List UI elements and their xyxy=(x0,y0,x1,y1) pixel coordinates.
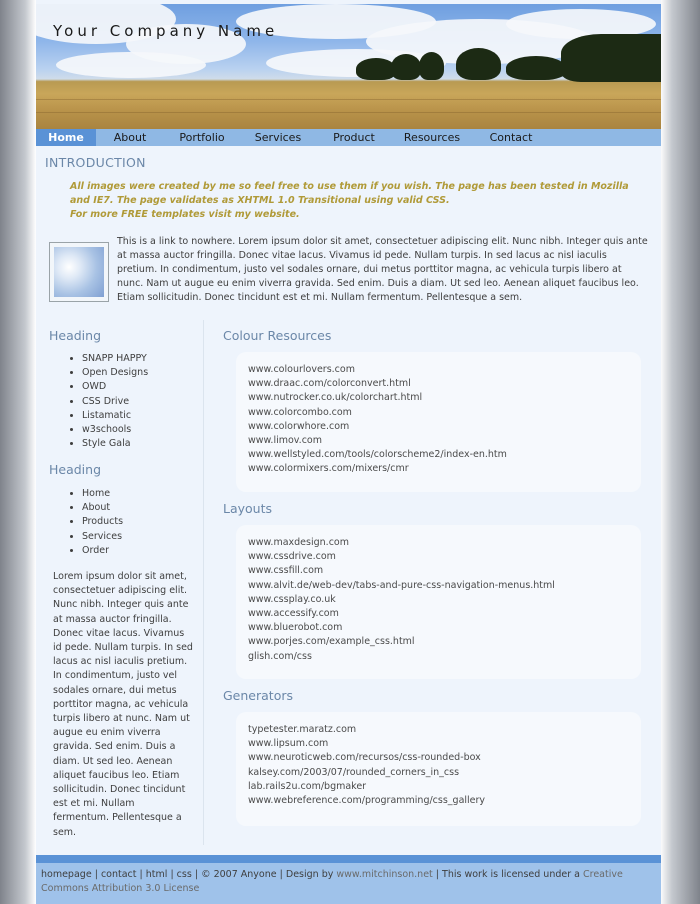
resource-link[interactable]: www.accessify.com xyxy=(248,607,339,619)
footer-license-link[interactable]: Creative Commons Attribution 3.0 License xyxy=(41,869,623,894)
tree-shape xyxy=(356,58,396,80)
resource-link[interactable]: www.webreference.com/programming/css_gallery xyxy=(248,794,486,806)
footer-link-homepage[interactable]: homepage xyxy=(41,869,92,880)
sidebar-link[interactable]: • Style Gala xyxy=(82,437,148,451)
nav-product[interactable]: Product xyxy=(333,131,375,144)
sidebar-link[interactable]: • SNAPP HAPPY xyxy=(82,352,148,366)
footer-link-css[interactable]: css xyxy=(176,869,192,880)
resource-link[interactable]: www.colorcombo.com xyxy=(248,406,352,418)
resource-link[interactable]: www.cssplay.co.uk xyxy=(248,593,336,605)
link-box-generators xyxy=(236,712,641,826)
nav-resources[interactable]: Resources xyxy=(403,131,461,144)
resource-link[interactable]: www.colourlovers.com xyxy=(248,364,355,375)
nav-portfolio[interactable]: Portfolio xyxy=(179,131,225,144)
sky-image xyxy=(54,247,104,297)
section-heading-layouts: Layouts xyxy=(223,501,273,516)
page-container xyxy=(36,0,661,904)
sidebar-link[interactable]: • w3schools xyxy=(82,423,148,437)
intro-paragraph: This is a link to nowhere. Lorem ipsum dolor sit amet, consectetuer adipiscing elit. Nunc nibh. Integer quis ante at massa auctor fringilla. Donec vitae lacus. Vivamus id pede. Nullam turpis. In sed lacus ac nisl iaculis pretium. In condimentum, justo vel sodales ornare, dui metus porttitor magna, ac vehicula turpis libero at nunc. Nam ut augue eu enim viverra gravida. Sed enim. Duis a diam. Ut sed leo. Aenean aliquet faucibus leo. Etiam sollicitudin. Donec tincidunt est et mi. Nullam fermentum. Pellentesque a sem. xyxy=(117,236,648,304)
sidebar-list-1 xyxy=(82,352,148,451)
resource-link[interactable]: www.bluerobot.com xyxy=(248,622,343,634)
link-box-layouts xyxy=(236,525,641,679)
footer xyxy=(36,863,661,904)
footer-copyright: © 2007 Anyone xyxy=(201,869,277,880)
resource-link[interactable]: glish.com/css xyxy=(248,650,312,662)
sidebar-paragraph: Lorem ipsum dolor sit amet, consectetuer adipiscing elit. Nunc nibh. Integer quis ante at massa auctor fringilla. Donec vitae lacus. Vivamus id pede. Nullam turpis. In sed lacus ac nisl iaculis pretium. In condimentum, justo vel sodales ornare, dui metus porttitor magna, ac vehicula turpis libero at nunc. Nam ut augue eu enim viverra gravida. Sed enim. Duis a diam. Ut sed leo. Aenean aliquet faucibus leo. Etiam sollicitudin. Donec tincidunt est et mi. Nullam fermentum. Pellentesque a sem. xyxy=(53,571,193,838)
nav-home[interactable]: Home xyxy=(36,129,96,146)
resource-link[interactable]: www.lipsum.com xyxy=(248,738,329,750)
sidebar-link[interactable]: • Listamatic xyxy=(82,409,148,423)
intro-note-line2: For more FREE templates visit my website. xyxy=(70,209,300,220)
resource-link[interactable]: www.cssfill.com xyxy=(248,565,324,577)
tree-shape xyxy=(419,52,444,80)
section-heading-generators: Generators xyxy=(223,688,293,703)
sidebar-link[interactable]: • Products xyxy=(82,515,123,529)
resource-link[interactable]: www.colormixers.com/mixers/cmr xyxy=(248,463,409,475)
resource-link[interactable]: lab.rails2u.com/bgmaker xyxy=(248,780,367,792)
resource-link[interactable]: www.porjes.com/example_css.html xyxy=(248,636,415,648)
resource-link[interactable]: www.colorwhore.com xyxy=(248,420,350,432)
resource-link[interactable]: typetester.maratz.com xyxy=(248,724,357,735)
field-line xyxy=(36,112,661,113)
nav-about[interactable]: About xyxy=(113,131,147,144)
sidebar-list-2 xyxy=(82,487,123,558)
link-box-colour xyxy=(236,352,641,492)
footer-link-contact[interactable]: contact xyxy=(100,869,137,880)
intro-heading: INTRODUCTION xyxy=(45,155,146,170)
sidebar-link[interactable]: • Order xyxy=(82,544,123,558)
main-nav xyxy=(36,129,661,146)
footer-separator: | xyxy=(139,869,143,880)
nav-contact[interactable]: Contact xyxy=(489,131,533,144)
sidebar-link[interactable]: • Open Designs xyxy=(82,366,148,380)
intro-thumbnail xyxy=(49,242,109,302)
intro-note-line1: All images were created by me so feel free to use them if you wish. The page has been tested in Mozilla and IE7. The page validates as XHTML 1.0 Transitional using valid CSS. xyxy=(70,181,629,206)
tree-shape xyxy=(561,34,661,82)
sidebar-link[interactable]: • About xyxy=(82,501,123,515)
tree-shape xyxy=(391,54,421,80)
tree-shape xyxy=(456,48,501,80)
section-heading-colour: Colour Resources xyxy=(223,328,332,343)
footer-license-text: This work is licensed under a xyxy=(442,869,580,880)
nav-services[interactable]: Services xyxy=(254,131,302,144)
sidebar-link[interactable]: • Services xyxy=(82,530,123,544)
footer-link-html[interactable]: html xyxy=(145,869,168,880)
resource-link[interactable]: www.neuroticweb.com/recursos/css-rounded-box xyxy=(248,752,481,764)
header-banner xyxy=(36,4,661,129)
footer-separator: | xyxy=(194,869,199,880)
page-shadow-right xyxy=(660,0,700,904)
footer-separator: | xyxy=(94,869,98,880)
sidebar-link[interactable]: • Home xyxy=(82,487,123,501)
resource-link[interactable]: kalsey.com/2003/07/rounded_corners_in_css xyxy=(248,766,460,778)
sidebar-heading-2: Heading xyxy=(49,462,102,477)
resource-link[interactable]: www.nutrocker.co.uk/colorchart.html xyxy=(248,392,423,404)
resource-link[interactable]: www.cssdrive.com xyxy=(248,551,336,563)
resource-link[interactable]: www.alvit.de/web-dev/tabs-and-pure-css-navigation-menus.html xyxy=(248,579,555,591)
sidebar-link[interactable]: • OWD xyxy=(82,380,148,394)
resource-link[interactable]: www.limov.com xyxy=(248,434,322,446)
footer-separator: | xyxy=(435,869,439,880)
site-title: Your Company Name xyxy=(53,22,279,40)
intro-note xyxy=(70,180,630,222)
footer-separator: | xyxy=(170,869,174,880)
sidebar-link[interactable]: • CSS Drive xyxy=(82,395,148,409)
resource-link[interactable]: www.draac.com/colorconvert.html xyxy=(248,378,411,390)
footer-design-by: Design by xyxy=(285,869,334,880)
footer-designer-link[interactable]: www.mitchinson.net xyxy=(336,869,433,880)
tree-shape xyxy=(506,56,566,80)
footer-separator: | xyxy=(279,869,283,880)
footer-bar xyxy=(36,855,661,863)
sidebar-heading-1: Heading xyxy=(49,328,102,343)
field-line xyxy=(36,99,661,100)
cloud-shape xyxy=(56,52,206,78)
page-shadow-left xyxy=(0,0,36,904)
resource-link[interactable]: www.maxdesign.com xyxy=(248,537,349,548)
resource-link[interactable]: www.wellstyled.com/tools/colorscheme2/index-en.htm xyxy=(248,449,507,461)
